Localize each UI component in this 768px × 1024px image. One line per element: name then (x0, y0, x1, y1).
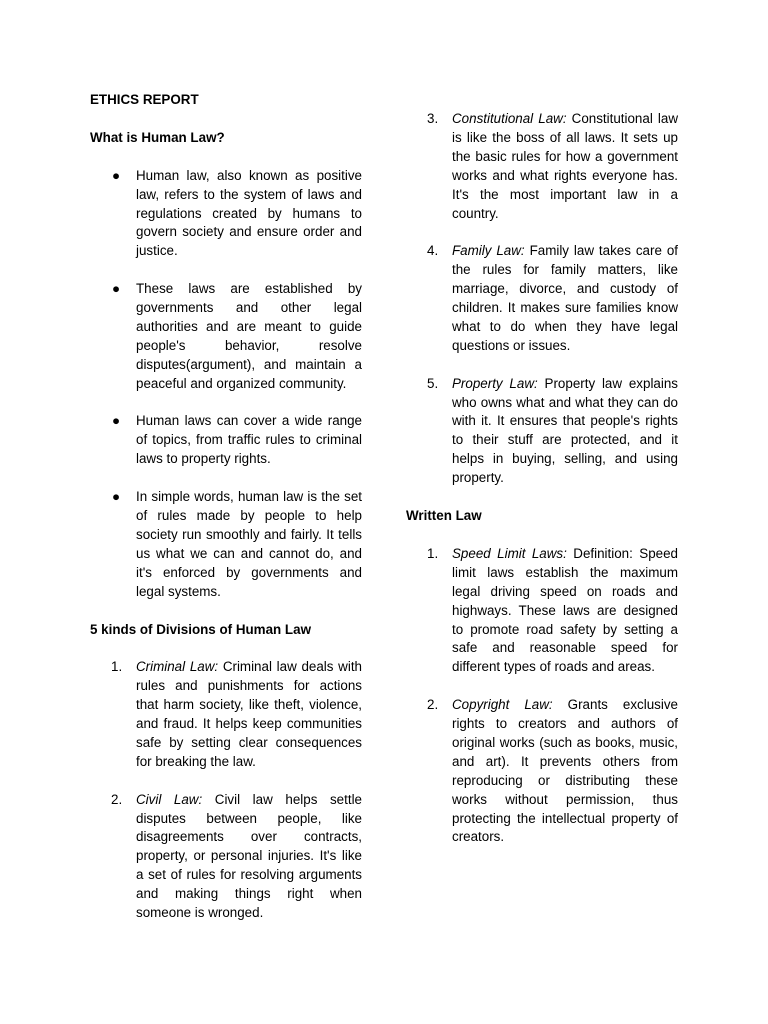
list-item-text (136, 791, 362, 923)
bullet-text: Human laws can cover a wide range of topics, from traffic rules to criminal laws to property rights. (136, 413, 362, 467)
list-number: 1. (427, 545, 439, 561)
section-heading-human-law: What is Human Law? (90, 129, 225, 145)
list-item-term: Criminal Law: (136, 659, 219, 675)
list-item (406, 375, 678, 488)
bullet-icon: ● (112, 281, 121, 297)
list-item-text (452, 375, 678, 488)
list-item-body: Family law takes care of the rules for family matters, like marriage, divorce, and custody of children. It makes sure families know what to do when they have legal questions or issues. (452, 243, 678, 353)
right-column (406, 110, 678, 847)
bullet-item (90, 488, 362, 601)
list-item-text (452, 696, 678, 847)
bullet-icon: ● (112, 413, 121, 429)
list-item-term: Speed Limit Laws: (452, 545, 567, 561)
list-item (406, 242, 678, 355)
bullet-item (90, 167, 362, 262)
written-law-numbered-list (406, 545, 678, 847)
list-item-body: Property law explains who owns what and what they can do with it. It ensures that people's rights to their stuff are protected, and it helps in buying, selling, and using property. (452, 375, 678, 486)
list-item (90, 658, 362, 771)
list-item-term: Civil Law: (136, 791, 203, 807)
list-item (406, 545, 678, 677)
list-item (90, 791, 362, 923)
list-item-body: Definition: Speed limit laws establish the maximum legal driving speed on roads and highways. These laws are designed to promote road safety by setting a safe and reasonable speed for different types of roads and areas. (452, 545, 678, 675)
list-item-body: Constitutional law is like the boss of all laws. It sets up the basic rules for how a government works and what rights everyone has. It's the most important law in a country. (452, 111, 679, 221)
divisions-numbered-list-continued (406, 110, 678, 488)
bullet-text: These laws are established by governments and other legal authorities and are meant to guide people's behavior, resolve disputes(argument), and maintain a peaceful and organized community. (136, 281, 362, 391)
report-title: ETHICS REPORT (90, 92, 199, 107)
list-item-body: Criminal law deals with rules and punishments for actions that harm society, like theft, violence, and fraud. It helps keep communities safe by setting clear consequences for breaking the law. (136, 659, 362, 769)
list-number: 2. (111, 791, 123, 807)
list-number: 1. (111, 659, 123, 675)
list-item-term: Family Law: (452, 243, 525, 259)
divisions-numbered-list (90, 658, 362, 923)
list-number: 2. (427, 697, 439, 713)
list-item-term: Property Law: (452, 375, 538, 391)
bullet-icon: ● (112, 489, 121, 505)
list-item (406, 696, 678, 847)
left-column (90, 91, 362, 923)
list-item (406, 110, 678, 223)
list-item-body: Grants exclusive rights to creators and authors of original works (such as books, music, and art). It prevents others from reproducing or distributing these works without permission, thus protecting the intellectual property of creators. (452, 697, 678, 845)
section-heading-written-law: Written Law (406, 508, 482, 524)
bullet-text: Human law, also known as positive law, refers to the system of laws and regulations created by humans to govern society and ensure order and justice. (136, 167, 362, 259)
bullet-text: In simple words, human law is the set of rules made by people to help society run smoothly and fairly. It tells us what we can and cannot do, and it's enforced by governments and legal systems. (136, 489, 362, 599)
section-heading-divisions: 5 kinds of Divisions of Human Law (90, 621, 311, 637)
list-item-term: Copyright Law: (452, 697, 553, 713)
list-number: 5. (427, 375, 439, 391)
bullet-item (90, 280, 362, 393)
list-number: 4. (427, 243, 439, 259)
list-item-text (136, 658, 362, 771)
bullet-icon: ● (112, 167, 121, 183)
bullet-item (90, 412, 362, 469)
list-item-term: Constitutional Law: (452, 111, 567, 126)
human-law-bullet-list (90, 167, 362, 602)
list-item-body: Civil law helps settle disputes between people, like disagreements over contracts, property, or personal injuries. It's like a set of rules for resolving arguments and making things right when someone is wronged. (136, 791, 362, 921)
list-number: 3. (427, 111, 439, 126)
list-item-text (452, 242, 678, 355)
list-item-text (452, 545, 678, 677)
list-item-text (452, 110, 678, 223)
